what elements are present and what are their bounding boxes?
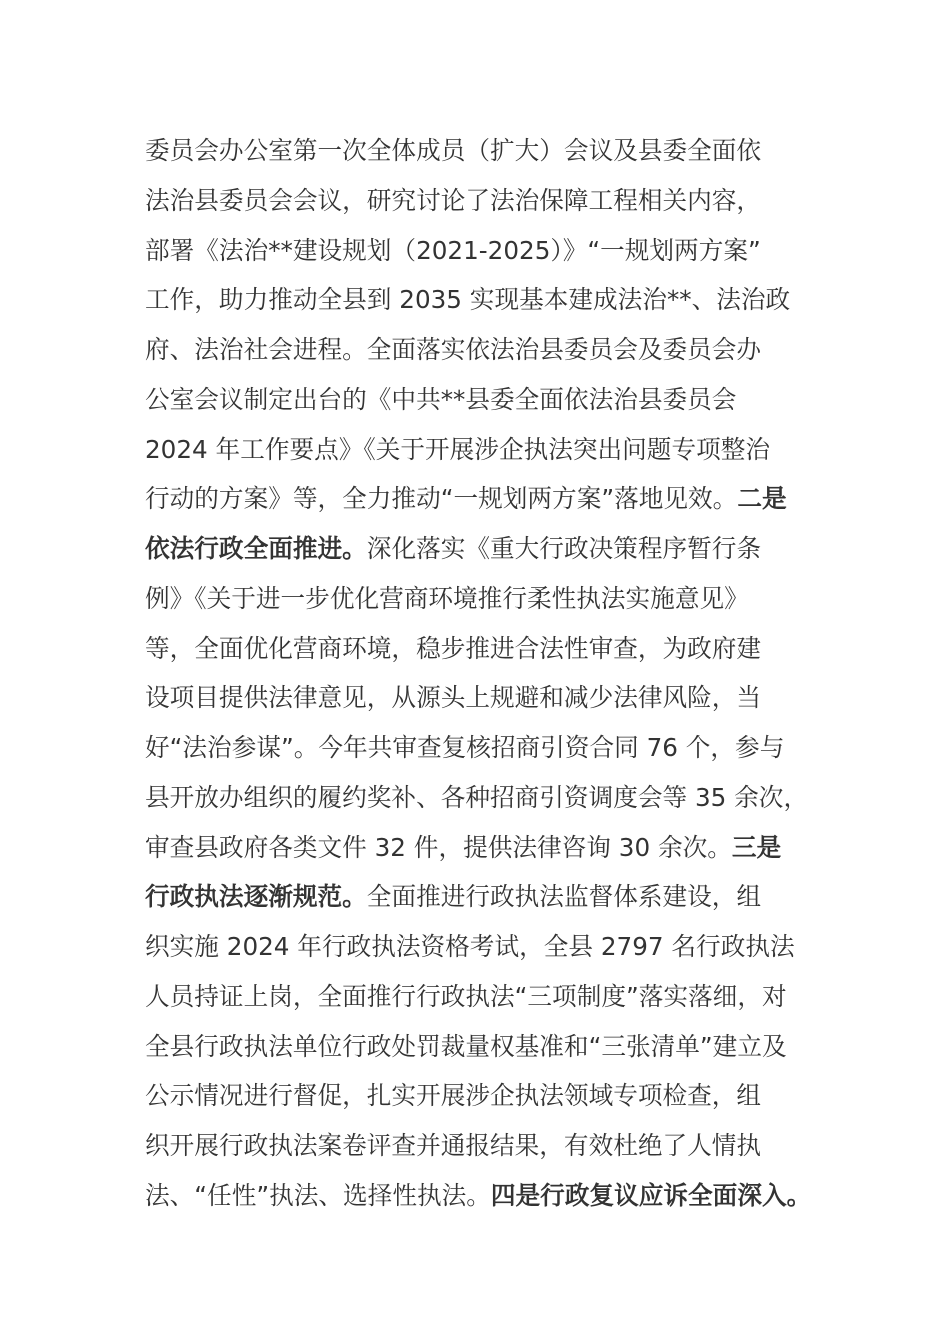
text-line [145, 1022, 835, 1072]
bold-heading-text: 二是 [737, 484, 787, 514]
body-text: 等，全面优化营商环境，稳步推进合法性审查，为政府建 [145, 633, 762, 663]
body-text: 行动的方案》等，全力推动“一规划两方案”落地见效。 [145, 484, 738, 514]
text-line [145, 474, 835, 524]
body-text: 审查县政府各类文件 32 件，提供法律咨询 30 余次。 [145, 832, 732, 862]
bold-heading-text: 依法行政全面推进。 [145, 534, 367, 563]
text-line [145, 1171, 835, 1221]
body-text: 人员持证上岗，全面推行行政执法“三项制度”落实落细，对 [145, 981, 787, 1011]
text-line [145, 673, 835, 723]
text-line [145, 325, 835, 375]
body-text: 例》《关于进一步优化营商环境推行柔性执法实施意见》 [145, 583, 749, 613]
text-line [145, 425, 835, 475]
body-text: 公示情况进行督促，扎实开展涉企执法领域专项检查，组 [145, 1081, 762, 1111]
text-line [145, 723, 835, 773]
body-text: 法、“任性”执法、选择性执法。 [145, 1180, 491, 1210]
bold-heading-text: 四是行政复议应诉全面深入。 [490, 1180, 812, 1210]
text-line [145, 773, 835, 823]
text-line [145, 524, 835, 574]
bold-heading-text: 行政执法逐渐规范。 [145, 882, 367, 912]
body-text: 部署《法治**建设规划（2021-2025）》“一规划两方案” [145, 235, 761, 265]
text-line [145, 375, 835, 425]
body-text: 县开放办组织的履约奖补、各种招商引资调度会等 35 余次， [145, 782, 809, 812]
text-line [145, 872, 835, 922]
text-line [145, 922, 835, 972]
text-line [145, 275, 835, 325]
body-text: 委员会办公室第一次全体成员（扩大）会议及县委全面依 [145, 136, 762, 165]
body-text: 2024 年工作要点》《关于开展涉企执法突出问题专项整治 [145, 434, 771, 464]
text-line [145, 226, 835, 276]
text-line [145, 624, 835, 674]
body-text: 公室会议制定出台的《中共**县委全面依法治县委员会 [145, 384, 737, 414]
text-line [145, 1071, 835, 1121]
body-text: 全县行政执法单位行政处罚裁量权基准和“三张清单”建立及 [145, 1031, 787, 1061]
body-text: 设项目提供法律意见，从源头上规避和减少法律风险，当 [145, 683, 762, 713]
body-text: 织开展行政执法案卷评查并通报结果，有效杜绝了人情执 [145, 1131, 762, 1160]
body-text: 好“法治参谋”。今年共审查复核招商引资合同 76 个，参与 [145, 733, 785, 762]
text-line [145, 823, 835, 873]
body-text: 工作，助力推动全县到 2035 实现基本建成法治**、法治政 [145, 285, 791, 315]
body-paragraph [145, 126, 845, 1221]
body-text: 法治县委员会会议，研究讨论了法治保障工程相关内容， [145, 185, 762, 215]
body-text: 深化落实《重大行政决策程序暂行条 [366, 534, 762, 563]
body-text: 全面推进行政执法监督体系建设，组 [366, 882, 762, 912]
body-text: 府、法治社会进程。全面落实依法治县委员会及委员会办 [145, 335, 762, 364]
text-line [145, 176, 835, 226]
body-text: 织实施 2024 年行政执法资格考试，全县 2797 名行政执法 [145, 932, 795, 961]
bold-heading-text: 三是 [731, 832, 782, 862]
text-line [145, 1121, 835, 1171]
text-line [145, 972, 835, 1022]
text-line [145, 126, 835, 176]
text-line [145, 574, 835, 624]
